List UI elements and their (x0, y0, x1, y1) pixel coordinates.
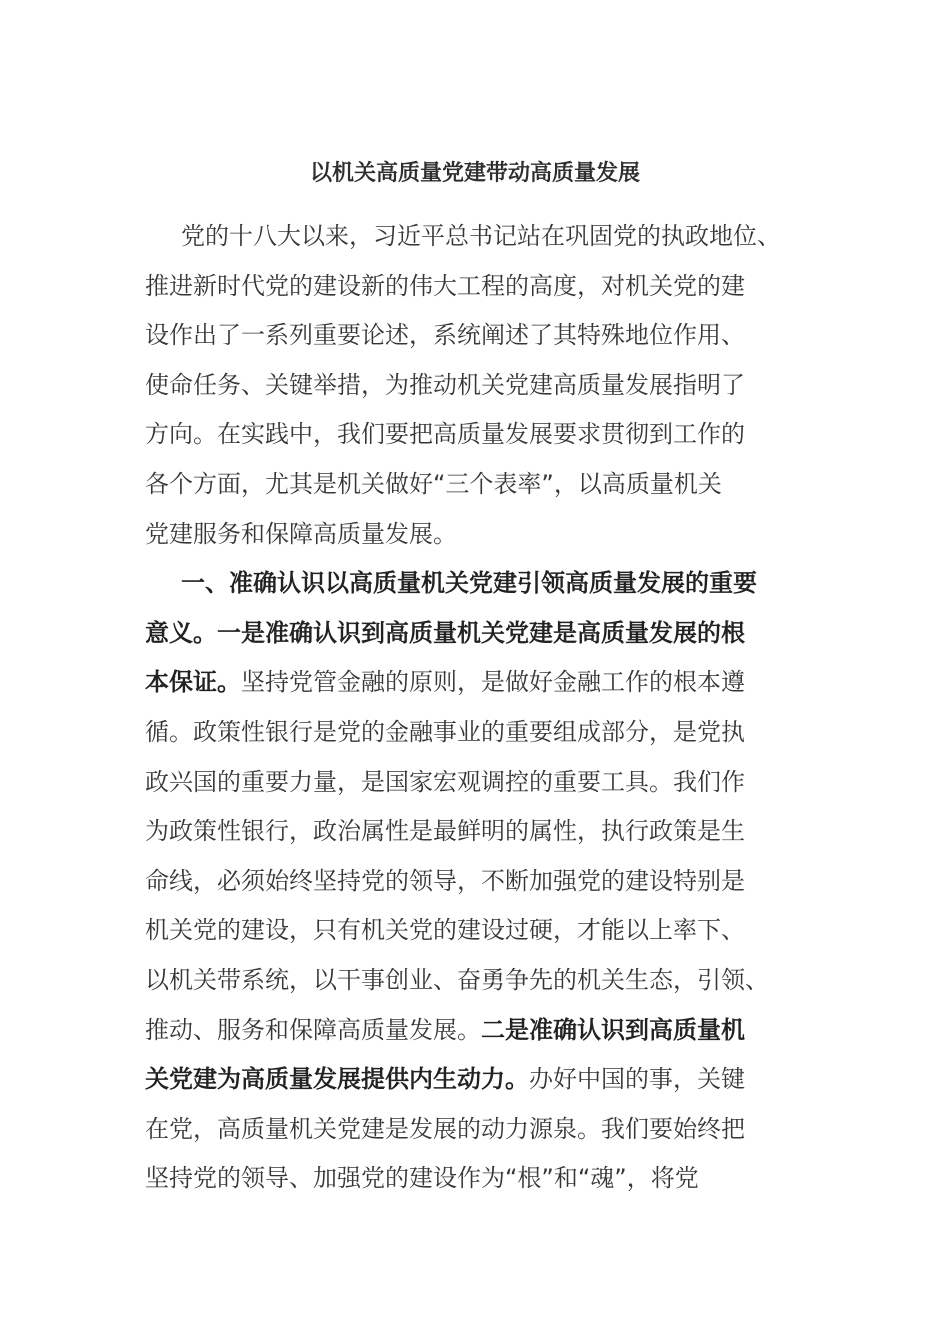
text-line (145, 559, 825, 609)
text-segment: 坚持党的领导、加强党的建设作为“根”和“魂”，将党 (145, 1164, 699, 1193)
text-segment: 推进新时代党的建设新的伟大工程的高度，对机关党的建 (145, 271, 745, 300)
bold-text-segment: 关党建为高质量发展提供内生动力。 (145, 1065, 529, 1094)
text-line (145, 410, 825, 460)
text-line (145, 906, 825, 956)
text-segment: 为政策性银行，政治属性是最鲜明的属性，执行政策是生 (145, 817, 745, 846)
text-segment: 各个方面，尤其是机关做好“三个表率”，以高质量机关 (145, 469, 722, 498)
text-segment: 政兴国的重要力量，是国家宏观调控的重要工具。我们作 (145, 767, 745, 796)
text-line (145, 1105, 825, 1155)
text-segment: 设作出了一系列重要论述，系统阐述了其特殊地位作用、 (145, 321, 745, 350)
text-segment: 坚持党管金融的原则，是做好金融工作的根本遵 (241, 668, 745, 697)
text-segment: 党建服务和保障高质量发展。 (145, 519, 457, 548)
text-line (145, 311, 825, 361)
bold-text-segment: 一、准确认识以高质量机关党建引领高质量发展的重要 (181, 569, 757, 598)
text-line (145, 857, 825, 907)
text-segment: 党的十八大以来，习近平总书记站在巩固党的执政地位、 (181, 222, 781, 250)
bold-text-segment: 本保证。 (145, 668, 241, 697)
text-line (145, 658, 825, 708)
text-segment: 使命任务、关键举措，为推动机关党建高质量发展指明了 (145, 370, 745, 399)
text-segment: 以机关带系统，以干事创业、奋勇争先的机关生态，引领、 (145, 965, 769, 994)
text-line (145, 460, 825, 510)
text-line (145, 708, 825, 758)
text-segment: 命线，必须始终坚持党的领导，不断加强党的建设特别是 (145, 866, 745, 895)
text-line (145, 1006, 825, 1056)
document-title: 以机关高质量党建带动高质量发展 (309, 161, 640, 186)
text-segment: 推动、服务和保障高质量发展。 (145, 1015, 481, 1044)
text-segment: 在党，高质量机关党建是发展的动力源泉。我们要始终把 (145, 1114, 745, 1143)
text-segment: 机关党的建设，只有机关党的建设过硬，才能以上率下、 (145, 916, 745, 945)
text-line (145, 1154, 825, 1204)
bold-text-segment: 二是准确认识到高质量机 (481, 1015, 745, 1044)
text-line (145, 510, 825, 560)
text-line (145, 212, 825, 262)
text-line (145, 1055, 825, 1105)
document-body (145, 212, 825, 1204)
text-segment: 循。政策性银行是党的金融事业的重要组成部分，是党执 (145, 717, 745, 746)
text-line (145, 609, 825, 659)
text-line (145, 956, 825, 1006)
text-line (145, 361, 825, 411)
text-line (145, 807, 825, 857)
text-segment: 办好中国的事，关键 (529, 1065, 745, 1094)
text-segment: 方向。在实践中，我们要把高质量发展要求贯彻到工作的 (145, 420, 745, 449)
text-line (145, 758, 825, 808)
text-line (145, 262, 825, 312)
bold-text-segment: 意义。一是准确认识到高质量机关党建是高质量发展的根 (145, 618, 745, 647)
